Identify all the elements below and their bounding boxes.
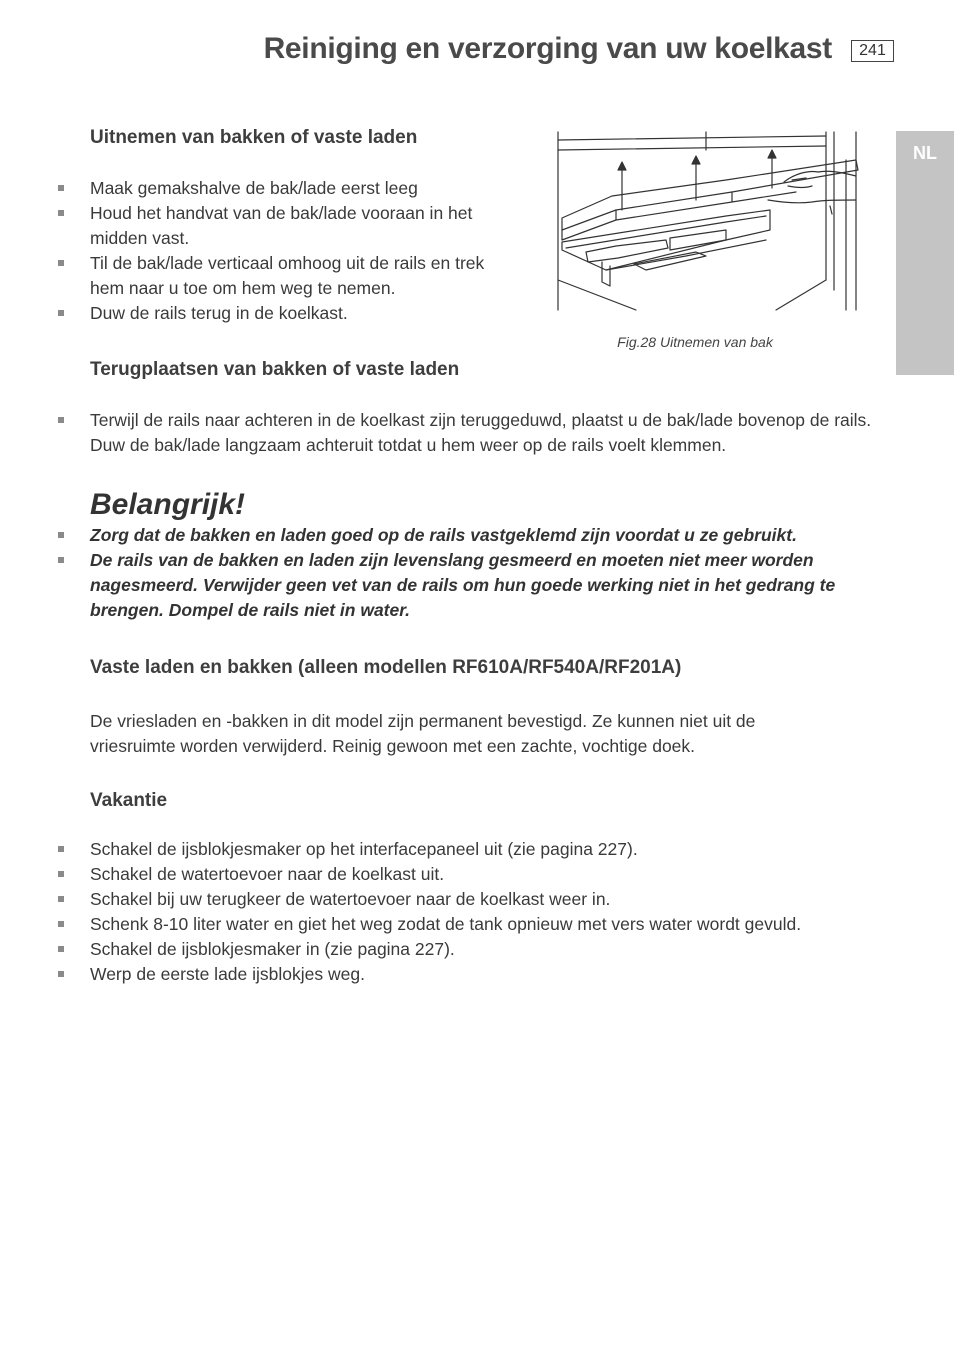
section-heading-remove: Uitnemen van bakken of vaste laden xyxy=(90,127,418,148)
important-heading: Belangrijk! xyxy=(90,488,246,521)
list-item: Schakel de ijsblokjesmaker op het interfacepaneel uit (zie pagina 227). xyxy=(58,837,878,862)
figure-caption: Fig.28 Uitnemen van bak xyxy=(617,334,773,350)
list-item: Til de bak/lade verticaal omhoog uit de rails en trek hem naar u toe om hem weg te nemen. xyxy=(58,251,518,301)
language-tab-label: NL xyxy=(913,143,937,163)
important-list xyxy=(58,523,848,623)
list-item: Maak gemakshalve de bak/lade eerst leeg xyxy=(58,176,518,201)
vacation-list xyxy=(58,837,878,987)
list-item: Duw de rails terug in de koelkast. xyxy=(58,301,518,326)
list-item: Werp de eerste lade ijsblokjes weg. xyxy=(58,962,878,987)
page-number: 241 xyxy=(851,40,894,62)
language-tab xyxy=(896,131,954,375)
section-heading-replace: Terugplaatsen van bakken of vaste laden xyxy=(90,359,460,380)
list-item: Schakel de watertoevoer naar de koelkast uit. xyxy=(58,862,878,887)
remove-steps-list xyxy=(58,176,518,326)
list-item: Houd het handvat van de bak/lade vooraan in het midden vast. xyxy=(58,201,518,251)
section-heading-vacation: Vakantie xyxy=(90,790,168,811)
list-item: Zorg dat de bakken en laden goed op de rails vastgeklemd zijn voordat u ze gebruikt. xyxy=(58,523,848,548)
drawer-removal-illustration xyxy=(556,130,862,315)
list-item: Schenk 8-10 liter water en giet het weg zodat de tank opnieuw met vers water wordt gevuld. xyxy=(58,912,878,937)
section-heading-fixed: Vaste laden en bakken (alleen modellen RF610A/RF540A/RF201A) xyxy=(90,657,682,678)
fixed-paragraph: De vriesladen en -bakken in dit model zijn permanent bevestigd. Ze kunnen niet uit de vriesruimte worden verwijderd. Reinig gewoon met een zachte, vochtige doek. xyxy=(90,711,756,756)
list-item: Terwijl de rails naar achteren in de koelkast zijn teruggeduwd, plaatst u de bak/lade bovenop de rails. Duw de bak/lade langzaam achteruit totdat u hem weer op de rails voelt klemmen. xyxy=(58,408,878,458)
replace-steps-list xyxy=(58,408,878,458)
list-item: Schakel bij uw terugkeer de watertoevoer naar de koelkast weer in. xyxy=(58,887,878,912)
list-item: De rails van de bakken en laden zijn levenslang gesmeerd en moeten niet meer worden nagesmeerd. Verwijder geen vet van de rails om hun goede werking niet in het gedrang te brengen. Dompel de rails niet in water. xyxy=(58,548,848,623)
list-item: Schakel de ijsblokjesmaker in (zie pagina 227). xyxy=(58,937,878,962)
page-title: Reiniging en verzorging van uw koelkast xyxy=(263,32,832,65)
